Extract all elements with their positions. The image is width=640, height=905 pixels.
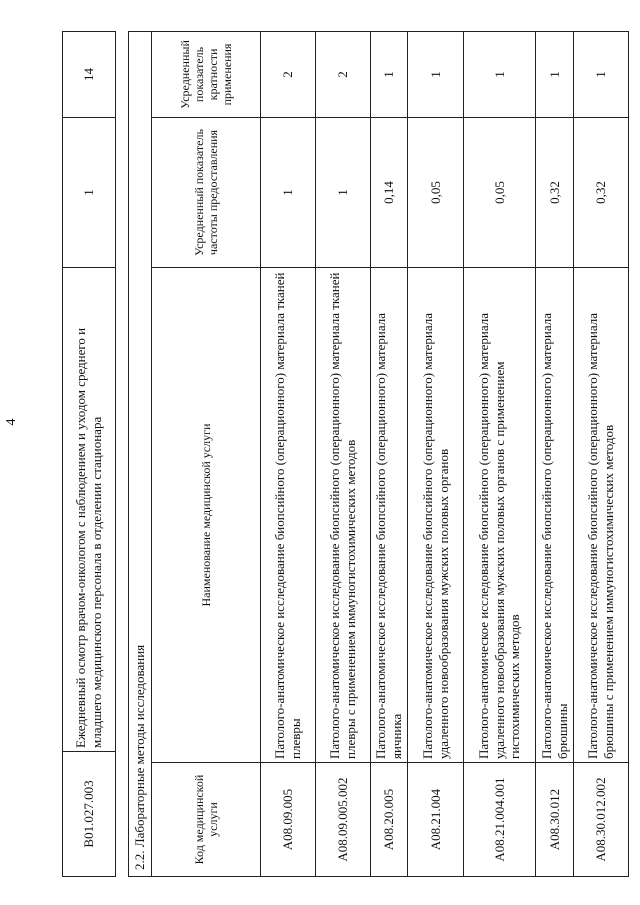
- service-name: Патолого-анатомическое исследование биопсийного (операционного) материала тканей плевры: [261, 268, 316, 763]
- frequency-value: 0,05: [464, 118, 536, 268]
- page-number: 4: [4, 418, 19, 426]
- top-table: [62, 31, 116, 877]
- table-row: [63, 32, 116, 877]
- section-title: 2.2. Лабораторные методы исследования: [129, 31, 152, 876]
- lab-methods-table: [128, 31, 629, 877]
- service-code: A08.21.004.001: [464, 763, 536, 877]
- service-name: Патолого-анатомическое исследование биопсийного (операционного) материала удаленного новообразования мужских половых органов с применением гистохимических методов: [464, 268, 536, 763]
- multiplicity-value: 1: [464, 31, 536, 117]
- service-name: Патолого-анатомическое исследование биопсийного (операционного) материала тканей плевры с применением иммуногистохимических методов: [316, 268, 371, 763]
- multiplicity-value: 1: [536, 31, 574, 117]
- service-code: A08.09.005.002: [316, 763, 371, 877]
- table-body: [261, 31, 629, 876]
- table-row: [464, 31, 536, 876]
- service-code: A08.30.012.002: [574, 763, 629, 877]
- table-row: [261, 31, 316, 876]
- section-row: [129, 31, 152, 876]
- frequency-value: 1: [63, 118, 116, 268]
- multiplicity-value: 1: [408, 31, 464, 117]
- frequency-value: 1: [261, 118, 316, 268]
- multiplicity-value: 2: [261, 31, 316, 117]
- header-multiplicity: Усредненный показатель кратности применения: [152, 31, 261, 117]
- frequency-value: 1: [316, 118, 371, 268]
- service-code: A08.09.005: [261, 763, 316, 877]
- multiplicity-value: 1: [574, 31, 629, 117]
- table-row: [536, 31, 574, 876]
- frequency-value: 0,32: [536, 118, 574, 268]
- service-name: Патолого-анатомическое исследование биопсийного (операционного) материала брюшины: [536, 268, 574, 763]
- frequency-value: 0,05: [408, 118, 464, 268]
- table-row: [408, 31, 464, 876]
- header-row: [152, 31, 261, 876]
- service-code: A08.21.004: [408, 763, 464, 877]
- header-code: Код медицинской услуги: [152, 763, 261, 877]
- multiplicity-value: 2: [316, 31, 371, 117]
- service-name: Патолого-анатомическое исследование биопсийного (операционного) материала удаленного новообразования мужских половых органов: [408, 268, 464, 763]
- service-code: A08.20.005: [371, 763, 408, 877]
- table-row: [574, 31, 629, 876]
- frequency-value: 0,14: [371, 118, 408, 268]
- table-row: [371, 31, 408, 876]
- service-code: A08.30.012: [536, 763, 574, 877]
- service-name: Патолого-анатомическое исследование биопсийного (операционного) материала брюшины с применением иммуногистохимических методов: [574, 268, 629, 763]
- table-row: [316, 31, 371, 876]
- multiplicity-value: 14: [63, 32, 116, 118]
- rotated-page-content: [62, 32, 614, 877]
- header-frequency: Усредненный показатель частоты предоставления: [152, 118, 261, 268]
- multiplicity-value: 1: [371, 31, 408, 117]
- service-code: B01.027.003: [63, 752, 116, 877]
- frequency-value: 0,32: [574, 118, 629, 268]
- header-name: Наименование медицинской услуги: [152, 268, 261, 763]
- service-name: Ежедневный осмотр врачом-онкологом с наблюдением и уходом среднего и младшего медицинского персонала в отделении стационара: [63, 268, 116, 752]
- service-name: Патолого-анатомическое исследование биопсийного (операционного) материала яичника: [371, 268, 408, 763]
